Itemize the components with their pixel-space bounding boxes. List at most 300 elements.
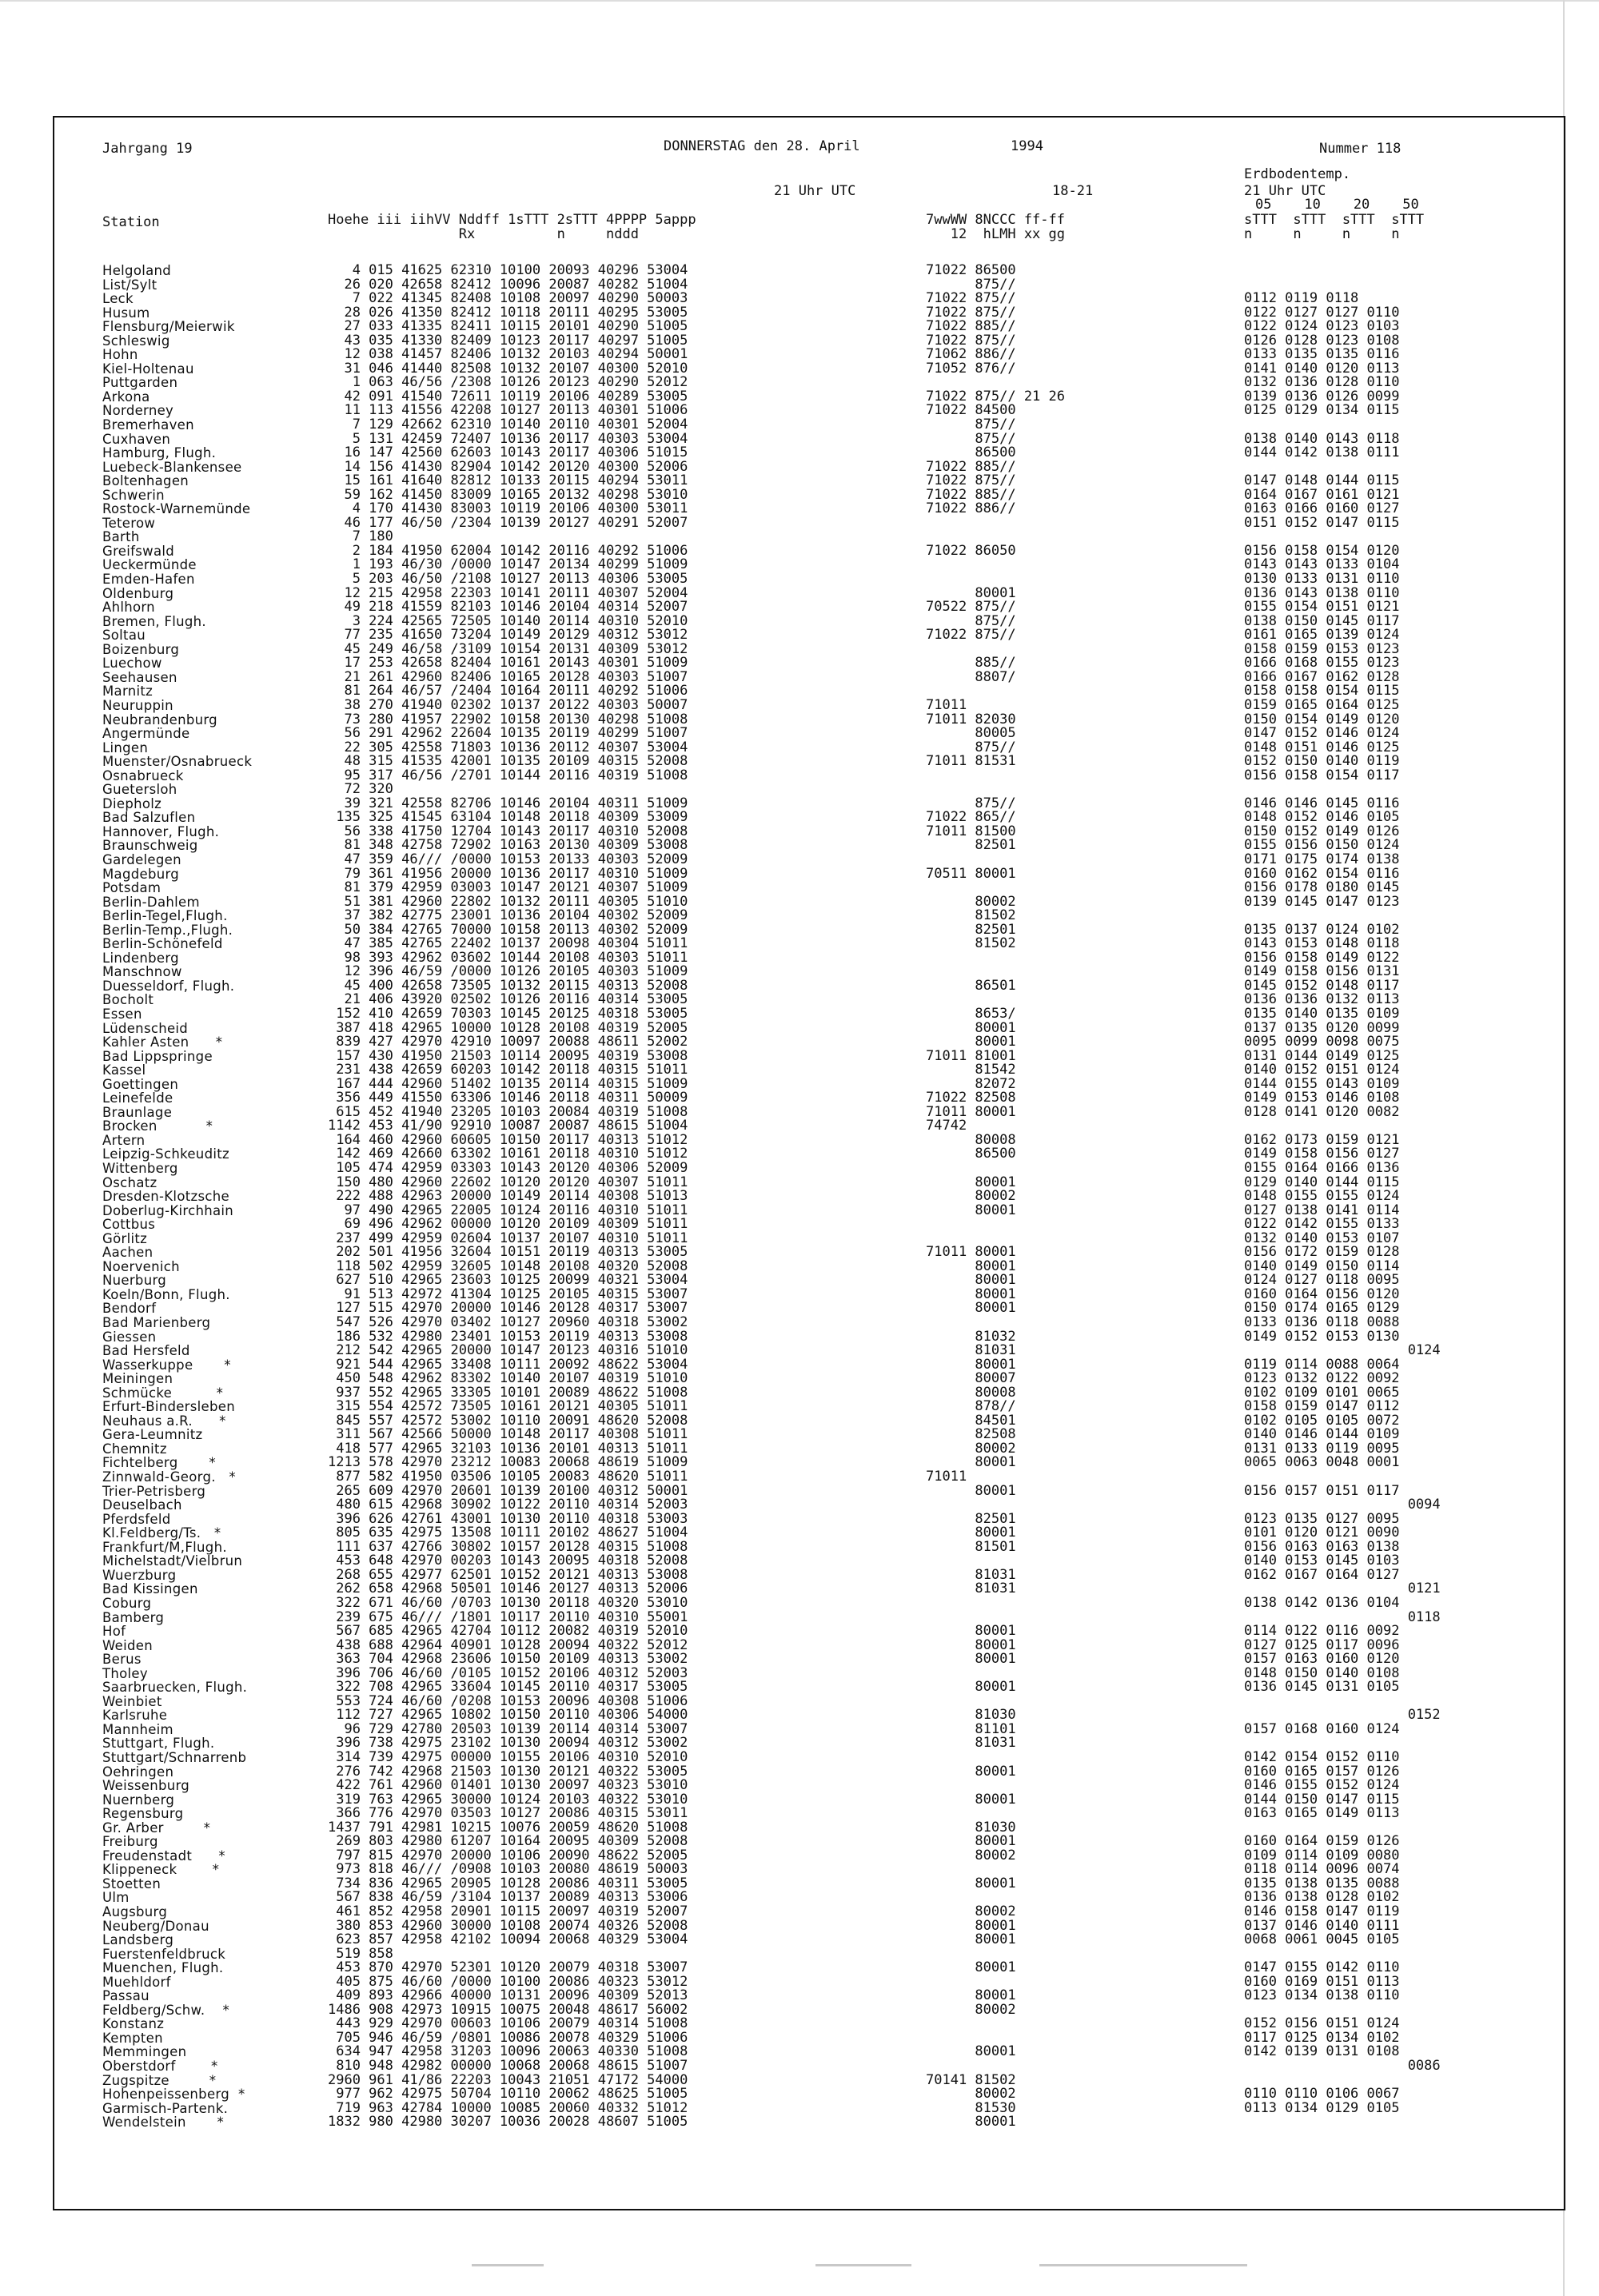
soil-time-label: 21 Uhr UTC — [1244, 183, 1326, 199]
station-name: Artern — [102, 1132, 146, 1148]
synop-row: 26 020 42658 82412 10096 20087 40282 51004 — [328, 276, 688, 293]
station-name: Duesseldorf, Flugh. — [102, 978, 235, 994]
weather-row: 80002 — [926, 2001, 1016, 2018]
weather-row: 71011 80001 — [926, 1244, 1016, 1261]
synop-row: 12 215 42958 22303 10141 20111 40307 52004 — [328, 584, 688, 601]
soil-temp-row: 0102 0109 0101 0065 — [1244, 1384, 1400, 1401]
synop-row: 4 170 41430 83003 10119 20106 40300 53011 — [328, 500, 688, 517]
station-name: Stuttgart/Schnarrenb — [102, 1749, 247, 1765]
synop-row: 157 430 41950 21503 10114 20095 40319 53008 — [328, 1047, 688, 1064]
synop-row: 21 261 42960 82406 10165 20128 40303 51007 — [328, 668, 688, 685]
station-name: Berlin-Schönefeld — [102, 936, 223, 952]
synop-row: 7 022 41345 82408 10108 20097 40290 50003 — [328, 290, 688, 307]
soil-temp-row: 0147 0155 0142 0110 — [1244, 1959, 1400, 1976]
soil-temp-row: 0133 0135 0135 0116 — [1244, 346, 1400, 363]
synop-row: 396 626 42761 43001 10130 20110 40318 53003 — [328, 1510, 688, 1527]
station-name: Weinbiet — [102, 1693, 162, 1709]
soil-temp-row: 0138 0150 0145 0117 — [1244, 612, 1400, 629]
weather-row: 80008 — [926, 1384, 1016, 1401]
weather-row: 875// — [926, 612, 1016, 629]
synop-row: 81 348 42758 72902 10163 20130 40309 53008 — [328, 837, 688, 854]
synop-row: 167 444 42960 51402 10135 20114 40315 51009 — [328, 1075, 688, 1092]
station-name: Fichtelberg * — [102, 1455, 216, 1471]
station-name: Ulm — [102, 1890, 130, 1906]
synop-row: 553 724 46/60 /0208 10153 20096 40308 51006 — [328, 1692, 688, 1709]
synop-row: 127 515 42970 20000 10146 20128 40317 53007 — [328, 1300, 688, 1317]
soil-temp-row: 0158 0158 0154 0115 — [1244, 683, 1400, 700]
soil-temp-row — [1244, 418, 1548, 432]
synop-row: 3 224 42565 72505 10140 20114 40310 52010 — [328, 612, 688, 629]
soil-temp-row: 0135 0138 0135 0088 — [1244, 1875, 1400, 1891]
station-name: Luebeck-Blankensee — [102, 459, 242, 475]
synop-row: 56 338 41750 12704 10143 20117 40310 52008 — [328, 823, 688, 839]
soil-temp-row: 0160 0165 0157 0126 — [1244, 1763, 1400, 1780]
weather-row: 80001 — [926, 1356, 1016, 1373]
station-name: Cottbus — [102, 1217, 156, 1233]
weather-row: 875// — [926, 739, 1016, 755]
soil-temp-row: 0152 0150 0140 0119 — [1244, 753, 1400, 770]
weather-row: 81030 — [926, 1819, 1016, 1836]
synop-row: 1437 791 42981 10215 10076 20059 48620 51008 — [328, 1819, 688, 1836]
weather-row: 86501 — [926, 977, 1016, 994]
soil-temp-row: 0136 0145 0131 0105 — [1244, 1679, 1400, 1696]
weather-row: 71022 886// — [926, 500, 1016, 517]
weather-row: 81101 — [926, 1720, 1016, 1737]
station-name: Muehldorf — [102, 1974, 171, 1990]
soil-temp-row: 0086 — [1244, 2058, 1441, 2074]
station-name: Brocken * — [102, 1118, 213, 1134]
soil-temp-row: 0139 0145 0147 0123 — [1244, 893, 1400, 910]
station-name: Schmücke * — [102, 1385, 224, 1401]
station-name: Görlitz — [102, 1230, 148, 1246]
soil-temp-row: 0121 — [1244, 1580, 1441, 1597]
weather-row: 885// — [926, 655, 1016, 672]
synop-row: 47 359 46/// /0000 10153 20133 40303 52009 — [328, 851, 688, 867]
station-name: Boltenhagen — [102, 473, 189, 489]
station-name: Oehringen — [102, 1764, 174, 1780]
station-name: Neuruppin — [102, 697, 173, 713]
weather-row: 8653/ — [926, 1005, 1016, 1022]
synop-row: 7 180 — [328, 528, 393, 545]
synop-row: 1213 578 42970 23212 10083 20068 48619 51009 — [328, 1454, 688, 1471]
synop-row: 805 635 42975 13508 10111 20102 48627 51004 — [328, 1525, 688, 1541]
station-name: Noervenich — [102, 1258, 180, 1274]
weather-row: 71052 876// — [926, 360, 1016, 377]
soil-temp-row: 0123 0134 0138 0110 — [1244, 1987, 1400, 2004]
weather-row: 80001 — [926, 2114, 1016, 2131]
volume-label: Jahrgang 19 — [102, 141, 193, 157]
mid-column-header: 7wwWW 8NCCC ff-ff — [926, 212, 1065, 228]
station-name: Leinefelde — [102, 1090, 173, 1106]
synop-row: 39 321 42558 82706 10146 20104 40311 51009 — [328, 795, 688, 811]
soil-temp-row: 0132 0140 0153 0107 — [1244, 1230, 1400, 1246]
synop-row: 212 542 42965 20000 10147 20123 40316 51010 — [328, 1342, 688, 1359]
weather-row: 80001 — [926, 584, 1016, 601]
weather-row: 71022 865// — [926, 809, 1016, 826]
soil-temp-row: 0127 0138 0141 0114 — [1244, 1202, 1400, 1218]
soil-temp-row: 0166 0168 0155 0123 — [1244, 655, 1400, 672]
station-name: Deuselbach — [102, 1497, 182, 1513]
station-name: Leck — [102, 291, 134, 307]
synop-row: 322 708 42965 33604 10145 20110 40317 53005 — [328, 1679, 688, 1696]
synop-row: 118 502 42959 32605 10148 20108 40320 52008 — [328, 1258, 688, 1274]
station-name: Guetersloh — [102, 782, 177, 798]
soil-temp-row: 0141 0140 0120 0113 — [1244, 360, 1400, 377]
weather-row: 81502 — [926, 907, 1016, 924]
synop-row: 1 063 46/56 /2308 10126 20123 40290 52012 — [328, 374, 688, 391]
weather-row: 71022 885// — [926, 458, 1016, 475]
synop-row: 438 688 42964 40901 10128 20094 40322 52012 — [328, 1636, 688, 1653]
synop-row: 705 946 46/59 /0801 10086 20078 40329 51006 — [328, 2029, 688, 2046]
weather-row: 80002 — [926, 1188, 1016, 1205]
soil-temp-row: 0150 0152 0149 0126 — [1244, 823, 1400, 839]
synop-row: 1486 908 42973 10915 10075 20048 48617 56002 — [328, 2001, 688, 2018]
synop-row: 719 963 42784 10000 10085 20060 40332 51012 — [328, 2099, 688, 2116]
soil-temp-row: 0094 — [1244, 1497, 1441, 1513]
synop-row: 839 427 42970 42910 10097 20088 48611 52002 — [328, 1034, 688, 1050]
station-name: Nuernberg — [102, 1792, 175, 1808]
soil-temp-row: 0101 0120 0121 0090 — [1244, 1525, 1400, 1541]
synop-row: 315 554 42572 73505 10161 20121 40305 51011 — [328, 1398, 688, 1415]
synop-row: 734 836 42965 20905 10128 20086 40311 53005 — [328, 1875, 688, 1891]
station-name: Neuhaus a.R. * — [102, 1413, 226, 1429]
soil-temp-row: 0156 0158 0154 0120 — [1244, 542, 1400, 559]
station-name: Angermünde — [102, 726, 190, 742]
weather-row: 80001 — [926, 1917, 1016, 1934]
soil-temp-row: 0164 0167 0161 0121 — [1244, 486, 1400, 503]
synop-row: 547 526 42970 03402 10127 20960 40318 53002 — [328, 1314, 688, 1331]
weather-row: 70511 80001 — [926, 865, 1016, 882]
station-name: Soltau — [102, 628, 146, 644]
synop-row: 322 671 46/60 /0703 10130 20118 40320 53010 — [328, 1594, 688, 1611]
synop-row: 28 026 41350 82412 10118 20111 40295 53005 — [328, 304, 688, 321]
synop-row: 31 046 41440 82508 10132 20107 40300 52010 — [328, 360, 688, 377]
soil-temp-row: 0130 0133 0131 0110 — [1244, 571, 1400, 588]
soil-temp-row: 0162 0173 0159 0121 — [1244, 1131, 1400, 1148]
soil-temp-row: 0152 0156 0151 0124 — [1244, 2015, 1400, 2032]
synop-row: 797 815 42970 20000 10106 20090 48622 52005 — [328, 1847, 688, 1864]
weather-row: 81031 — [926, 1342, 1016, 1359]
station-name: Oldenburg — [102, 585, 174, 601]
soil-temp-row: 0156 0158 0154 0117 — [1244, 767, 1400, 783]
station-name: Chemnitz — [102, 1441, 167, 1457]
synop-row: 973 818 46/// /0908 10103 20080 48619 50003 — [328, 1861, 688, 1878]
station-name: Braunlage — [102, 1104, 173, 1120]
soil-depths: 05 10 20 50 — [1255, 197, 1419, 213]
scan-artifact — [1039, 2264, 1247, 2266]
station-name: Konstanz — [102, 2016, 165, 2032]
soil-temp-row: 0140 0153 0145 0103 — [1244, 1553, 1400, 1569]
synop-row: 16 147 42560 62603 10143 20117 40306 51015 — [328, 444, 688, 461]
soil-temp-title: Erdbodentemp. — [1244, 166, 1351, 182]
synop-row: 112 727 42965 10802 10150 20110 40306 54000 — [328, 1707, 688, 1724]
synop-row: 11 113 41556 42208 10127 20113 40301 51006 — [328, 402, 688, 419]
synop-row: 22 305 42558 71803 10136 20112 40307 53004 — [328, 739, 688, 755]
station-name: Oschatz — [102, 1174, 158, 1190]
weather-row: 81542 — [926, 1062, 1016, 1078]
soil-temp-row: 0102 0105 0105 0072 — [1244, 1412, 1400, 1429]
soil-temp-row: 0137 0146 0140 0111 — [1244, 1917, 1400, 1934]
synop-row: 262 658 42968 50501 10146 20127 40313 52006 — [328, 1580, 688, 1597]
soil-temp-row: 0144 0142 0138 0111 — [1244, 444, 1400, 461]
weather-row: 80002 — [926, 2086, 1016, 2103]
soil-temp-row: 0117 0125 0134 0102 — [1244, 2029, 1400, 2046]
soil-temp-row: 0156 0157 0151 0117 — [1244, 1482, 1400, 1499]
soil-temp-row: 0140 0149 0150 0114 — [1244, 1258, 1400, 1274]
weather-row: 71011 — [926, 696, 967, 713]
synop-row: 453 870 42970 52301 10120 20079 40318 53007 — [328, 1959, 688, 1976]
station-name: Freudenstadt * — [102, 1848, 225, 1864]
synop-row: 37 382 42775 23001 10136 20104 40302 52009 — [328, 907, 688, 924]
soil-temp-row: 0160 0162 0154 0116 — [1244, 865, 1400, 882]
synop-row: 5 203 46/50 /2108 10127 20113 40306 53005 — [328, 571, 688, 588]
synop-row: 142 469 42660 63302 10161 20118 40310 51012 — [328, 1146, 688, 1162]
soil-temp-row: 0160 0169 0151 0113 — [1244, 1973, 1400, 1990]
synop-row: 105 474 42959 03303 10143 20120 40306 52009 — [328, 1160, 688, 1176]
soil-temp-row: 0124 — [1244, 1342, 1441, 1359]
synop-row: 1832 980 42980 30207 10036 20028 48607 51005 — [328, 2114, 688, 2131]
weather-row: 80001 — [926, 1679, 1016, 1696]
weather-row: 71022 82508 — [926, 1090, 1016, 1106]
soil-temp-row: 0155 0164 0166 0136 — [1244, 1160, 1400, 1176]
synop-row: 50 384 42765 70000 10158 20113 40302 52009 — [328, 921, 688, 938]
weather-row: 82501 — [926, 921, 1016, 938]
synop-row: 43 035 41330 82409 10123 20117 40297 51005 — [328, 332, 688, 349]
station-name: Bamberg — [102, 1609, 165, 1625]
soil-temp-row: 0144 0150 0147 0115 — [1244, 1791, 1400, 1808]
soil-temp-row: 0150 0154 0149 0120 — [1244, 711, 1400, 727]
weather-row — [926, 1751, 1110, 1765]
weather-row: 80001 — [926, 1174, 1016, 1190]
station-name: Landsberg — [102, 1932, 174, 1948]
soil-temp-row: 0151 0152 0147 0115 — [1244, 514, 1400, 531]
synop-row: 231 438 42659 60203 10142 20118 40315 51011 — [328, 1062, 688, 1078]
main-column-header: Hoehe iii iihVV Nddff 1sTTT 2sTTT 4PPPP 5appp — [328, 212, 696, 228]
station-name: Gr. Arber * — [102, 1820, 211, 1836]
station-name: Neubrandenburg — [102, 712, 217, 727]
station-name: Osnabrueck — [102, 767, 184, 783]
station-name: List/Sylt — [102, 277, 158, 293]
soil-temp-row: 0156 0172 0159 0128 — [1244, 1244, 1400, 1261]
weather-row — [926, 1779, 1110, 1793]
synop-row: 7 129 42662 62310 10140 20110 40301 52004 — [328, 417, 688, 433]
station-name: Schleswig — [102, 333, 170, 349]
weather-row: 81031 — [926, 1566, 1016, 1583]
soil-temp-row: 0155 0156 0150 0124 — [1244, 837, 1400, 854]
synop-row: 81 264 46/57 /2404 10164 20111 40292 51006 — [328, 683, 688, 700]
soil-temp-row: 0156 0178 0180 0145 — [1244, 879, 1400, 896]
weather-row: 82501 — [926, 1510, 1016, 1527]
station-name: Essen — [102, 1006, 142, 1022]
scan-top-edge — [0, 0, 1599, 2]
weather-row: 80001 — [926, 1931, 1016, 1948]
soil-column-header: sTTT sTTT sTTT sTTT — [1244, 212, 1425, 228]
synop-row: 17 253 42658 82404 10161 20143 40301 51009 — [328, 655, 688, 672]
synop-row: 877 582 41950 03506 10105 20083 48620 51011 — [328, 1469, 688, 1485]
synop-row: 77 235 41650 73204 10149 20129 40312 53012 — [328, 627, 688, 644]
weather-row: 875// — [926, 276, 1016, 293]
station-name: Bremen, Flugh. — [102, 613, 206, 629]
synop-row: 14 156 41430 82904 10142 20120 40300 52006 — [328, 458, 688, 475]
weather-row: 80001 — [926, 1019, 1016, 1036]
station-name: Husum — [102, 305, 150, 321]
weather-row: 70141 81502 — [926, 2071, 1016, 2088]
synop-row: 2960 961 41/86 22203 10043 21051 47172 54000 — [328, 2071, 688, 2088]
weather-row: 80001 — [926, 1623, 1016, 1640]
weather-row — [926, 1162, 1110, 1176]
scan-artifact — [815, 2264, 911, 2266]
weather-row: 81030 — [926, 1707, 1016, 1724]
station-name: Bremerhaven — [102, 417, 194, 433]
station-name: Lüdenscheid — [102, 1020, 189, 1036]
station-name: Puttgarden — [102, 375, 178, 391]
station-name-column — [102, 264, 366, 2130]
soil-temp-row: 0143 0153 0148 0118 — [1244, 935, 1400, 952]
soil-temp-row: 0136 0143 0138 0110 — [1244, 584, 1400, 601]
synop-row: 450 548 42962 83302 10140 20107 40319 51010 — [328, 1370, 688, 1387]
synop-row: 81 379 42959 03003 10147 20121 40307 51009 — [328, 879, 688, 896]
soil-temp-row: 0131 0144 0149 0125 — [1244, 1047, 1400, 1064]
synop-row: 97 490 42965 22005 10124 20116 40310 51011 — [328, 1202, 688, 1218]
synop-row: 615 452 41940 23205 10103 20084 40319 51008 — [328, 1103, 688, 1120]
station-name: Saarbruecken, Flugh. — [102, 1680, 248, 1696]
station-name: Lingen — [102, 739, 149, 755]
station-name: Stoetten — [102, 1875, 161, 1891]
station-name: Zinnwald-Georg. * — [102, 1469, 236, 1485]
weather-row: 71022 885// — [926, 318, 1016, 335]
weather-row: 80001 — [926, 1959, 1016, 1976]
station-name: Bendorf — [102, 1301, 157, 1317]
station-name: Karlsruhe — [102, 1708, 168, 1724]
soil-temp-row: 0163 0165 0149 0113 — [1244, 1805, 1400, 1822]
weather-row: 71011 81001 — [926, 1047, 1016, 1064]
station-name: Wittenberg — [102, 1161, 178, 1176]
weather-row: 71022 875// — [926, 472, 1016, 489]
soil-temp-row: 0138 0142 0136 0104 — [1244, 1594, 1400, 1611]
synop-group-column — [328, 264, 967, 2130]
synop-row: 79 361 41956 20000 10136 20117 40310 51009 — [328, 865, 688, 882]
synop-row: 135 325 41545 63104 10148 20118 40309 53009 — [328, 809, 688, 826]
synop-row: 59 162 41450 83009 10165 20132 40298 53010 — [328, 486, 688, 503]
weather-row: 71022 86500 — [926, 262, 1016, 278]
issue-number: Nummer 118 — [1319, 141, 1402, 157]
synop-row: 845 557 42572 53002 10110 20091 48620 52008 — [328, 1412, 688, 1429]
soil-temp-row: 0135 0137 0124 0102 — [1244, 921, 1400, 938]
station-name: Flensburg/Meierwik — [102, 319, 235, 335]
soil-temp-row: 0137 0135 0120 0099 — [1244, 1019, 1400, 1036]
station-name: Bad Hersfeld — [102, 1343, 190, 1359]
synop-row: 387 418 42965 10000 10128 20108 40319 52005 — [328, 1019, 688, 1036]
weather-row: 71022 885// — [926, 486, 1016, 503]
station-name: Greifswald — [102, 543, 175, 559]
soil-temp-row: 0123 0135 0127 0095 — [1244, 1510, 1400, 1527]
soil-temp-row: 0119 0114 0088 0064 — [1244, 1356, 1400, 1373]
weather-row: 71011 81531 — [926, 753, 1016, 770]
station-name: Muenster/Osnabrueck — [102, 754, 253, 770]
weather-row: 80001 — [926, 1833, 1016, 1850]
soil-temp-row: 0147 0148 0144 0115 — [1244, 472, 1400, 489]
soil-temp-row: 0148 0151 0146 0125 — [1244, 739, 1400, 755]
station-name: Erfurt-Bindersleben — [102, 1399, 235, 1415]
synop-row: 356 449 41550 63306 10146 20118 40311 50009 — [328, 1090, 688, 1106]
soil-temp-row: 0131 0133 0119 0095 — [1244, 1440, 1400, 1457]
soil-column-subheader: n n n n — [1244, 226, 1400, 242]
soil-temp-row: 0127 0125 0117 0096 — [1244, 1636, 1400, 1653]
weather-row: 80002 — [926, 1847, 1016, 1864]
weather-row: 74742 — [926, 1118, 967, 1134]
synop-row: 202 501 41956 32604 10151 20119 40313 53005 — [328, 1244, 688, 1261]
soil-temp-row: 0118 — [1244, 1608, 1441, 1625]
soil-temp-row: 0147 0152 0146 0124 — [1244, 725, 1400, 742]
weather-row: 81501 — [926, 1538, 1016, 1555]
synop-row: 567 838 46/59 /3104 10137 20089 40313 53006 — [328, 1889, 688, 1906]
weather-cloud-column — [926, 264, 1110, 2130]
soil-temp-row: 0163 0166 0160 0127 — [1244, 500, 1400, 517]
synop-row: 111 637 42766 30802 10157 20128 40315 51008 — [328, 1538, 688, 1555]
station-name: Kiel-Holtenau — [102, 361, 194, 377]
weather-row: 71011 82030 — [926, 711, 1016, 727]
synop-row: 311 567 42566 50000 10148 20117 40308 51011 — [328, 1426, 688, 1443]
weather-row: 80001 — [926, 1763, 1016, 1780]
station-name: Bad Lippspringe — [102, 1048, 213, 1064]
synop-row: 977 962 42975 50704 10110 20062 48625 51005 — [328, 2086, 688, 2103]
station-name: Kassel — [102, 1062, 146, 1078]
station-name: Oberstdorf * — [102, 2059, 218, 2074]
soil-temp-row: 0122 0142 0155 0133 — [1244, 1216, 1400, 1233]
synop-row: 91 513 42972 41304 10125 20105 40315 53007 — [328, 1286, 688, 1302]
station-name: Doberlug-Kirchhain — [102, 1202, 234, 1218]
soil-temp-row: 0065 0063 0048 0001 — [1244, 1454, 1400, 1471]
synop-row: 152 410 42659 70303 10145 20125 40318 53005 — [328, 1005, 688, 1022]
soil-temp-row: 0148 0155 0155 0124 — [1244, 1188, 1400, 1205]
synop-row: 45 249 46/58 /3109 10154 20131 40309 53012 — [328, 640, 688, 657]
weather-row: 80001 — [926, 1651, 1016, 1668]
station-name: Tholey — [102, 1665, 148, 1681]
synop-row: 21 406 43920 02502 10126 20116 40314 53005 — [328, 991, 688, 1008]
soil-temp-row: 0142 0154 0152 0110 — [1244, 1748, 1400, 1765]
soil-temp-row: 0095 0099 0098 0075 — [1244, 1034, 1400, 1050]
weather-row — [926, 558, 1110, 572]
station-name: Goettingen — [102, 1076, 179, 1092]
weather-row: 82508 — [926, 1426, 1016, 1443]
weather-row: 80001 — [926, 1875, 1016, 1891]
soil-temp-row: 0139 0136 0126 0099 — [1244, 388, 1400, 405]
soil-temp-row: 0149 0153 0146 0108 — [1244, 1090, 1400, 1106]
synop-row: 46 177 46/50 /2304 10139 20127 40291 52007 — [328, 514, 688, 531]
weather-row: 8807/ — [926, 668, 1016, 685]
station-name: Barth — [102, 529, 140, 545]
station-name: Bad Salzuflen — [102, 810, 196, 826]
soil-temp-row: 0166 0167 0162 0128 — [1244, 668, 1400, 685]
synop-row: 69 496 42962 00000 10120 20109 40309 51011 — [328, 1216, 688, 1233]
station-name: Weissenburg — [102, 1778, 190, 1794]
station-name: Seehausen — [102, 669, 177, 685]
synop-row: 405 875 46/60 /0000 10100 20086 40323 53012 — [328, 1973, 688, 1990]
soil-temp-row: 0138 0140 0143 0118 — [1244, 430, 1400, 447]
synop-row: 48 315 41535 42001 10135 20109 40315 52008 — [328, 753, 688, 770]
station-name: Boizenburg — [102, 641, 180, 657]
synop-row: 38 270 41940 02302 10137 20122 40303 50007 — [328, 696, 688, 713]
station-name: Regensburg — [102, 1806, 184, 1822]
synop-row: 15 161 41640 82812 10133 20115 40294 53011 — [328, 472, 688, 489]
synop-row: 366 776 42970 03503 10127 20086 40315 53011 — [328, 1805, 688, 1822]
soil-temp-row: 0128 0141 0120 0082 — [1244, 1103, 1400, 1120]
synop-row: 73 280 41957 22902 10158 20130 40298 51008 — [328, 711, 688, 727]
station-name: Wuerzburg — [102, 1567, 177, 1583]
weather-row: 80001 — [926, 1300, 1016, 1317]
station-name: Stuttgart, Flugh. — [102, 1736, 215, 1752]
weather-row: 81032 — [926, 1328, 1016, 1345]
